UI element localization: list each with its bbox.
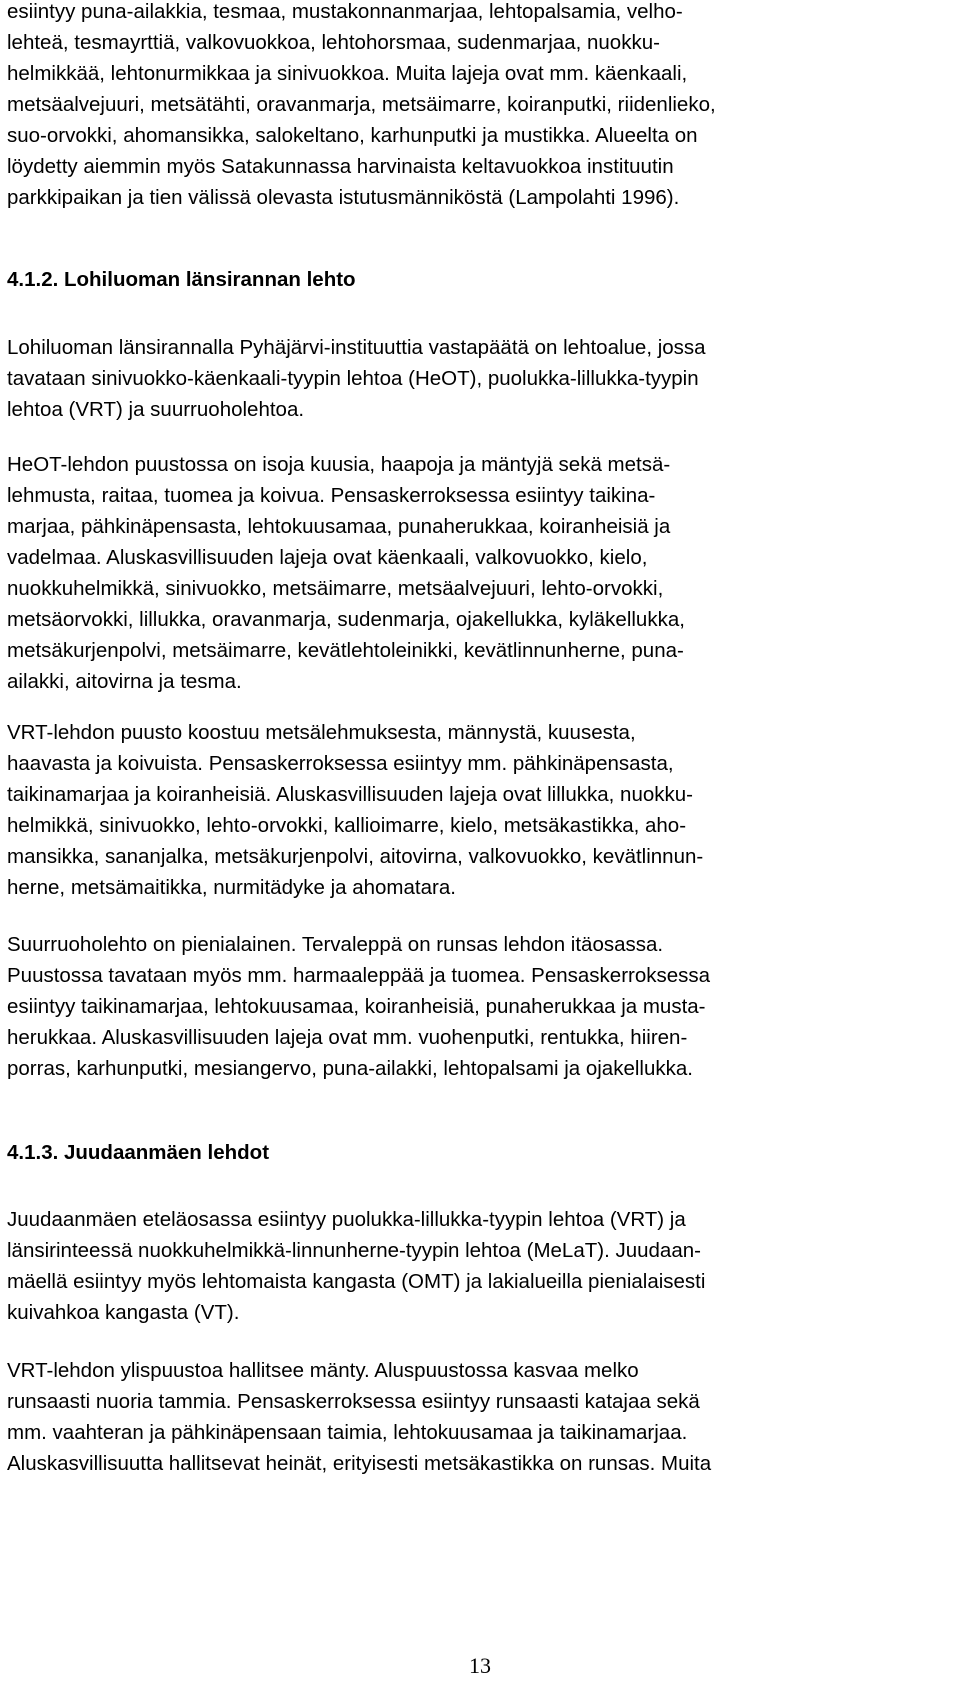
text-line: porras, karhunputki, mesiangervo, puna-ailakki, lehtopalsami ja ojakellukka.: [7, 1057, 693, 1080]
text-line: lehmusta, raitaa, tuomea ja koivua. Pensaskerroksessa esiintyy taikina-: [7, 484, 656, 507]
text-line: lehtoa (VRT) ja suurruoholehtoa.: [7, 398, 305, 421]
text-line: metsäkurjenpolvi, metsäimarre, kevätlehtoleinikki, kevätlinnunherne, puna-: [7, 639, 684, 662]
text-line: herukkaa. Aluskasvillisuuden lajeja ovat mm. vuohenputki, rentukka, hiiren-: [7, 1026, 688, 1049]
text-line: tavataan sinivuokko-käenkaali-tyypin lehtoa (HeOT), puolukka-lillukka-tyypin: [7, 367, 699, 390]
text-line: VRT-lehdon puusto koostuu metsälehmuksesta, männystä, kuusesta,: [7, 721, 636, 744]
section-heading: 4.1.3. Juudaanmäen lehdot: [7, 1141, 270, 1164]
text-line: Puustossa tavataan myös mm. harmaaleppää ja tuomea. Pensaskerroksessa: [7, 964, 711, 987]
text-line: marjaa, pähkinäpensasta, lehtokuusamaa, punaherukkaa, koiranheisiä ja: [7, 515, 671, 538]
page-number: 13: [469, 1653, 491, 1678]
text-line: Suurruoholehto on pienialainen. Tervaleppä on runsas lehdon itäosassa.: [7, 933, 664, 956]
text-line: helmikkää, lehtonurmikkaa ja sinivuokkoa. Muita lajeja ovat mm. käenkaali,: [7, 62, 688, 85]
text-line: kuivahkoa kangasta (VT).: [7, 1301, 240, 1324]
text-line: VRT-lehdon ylispuustoa hallitsee mänty. Aluspuustossa kasvaa melko: [7, 1359, 639, 1382]
text-line: parkkipaikan ja tien välissä olevasta istutusmänniköstä (Lampolahti 1996).: [7, 186, 680, 209]
text-line: helmikkä, sinivuokko, lehto-orvokki, kallioimarre, kielo, metsäkastikka, aho-: [7, 814, 687, 837]
text-line: Juudaanmäen eteläosassa esiintyy puolukka-lillukka-tyypin lehtoa (VRT) ja: [7, 1208, 686, 1231]
text-line: taikinamarjaa ja koiranheisiä. Aluskasvillisuuden lajeja ovat lillukka, nuokku-: [7, 783, 693, 806]
text-line: mansikka, sananjalka, metsäkurjenpolvi, aitovirna, valkovuokko, kevätlinnun-: [7, 845, 704, 868]
text-line: herne, metsämaitikka, nurmitädyke ja ahomatara.: [7, 876, 456, 899]
text-line: mm. vaahteran ja pähkinäpensaan taimia, lehtokuusamaa ja taikinamarjaa.: [7, 1421, 688, 1444]
text-line: Aluskasvillisuutta hallitsevat heinät, erityisesti metsäkastikka on runsas. Muita: [7, 1452, 712, 1475]
section-heading: 4.1.2. Lohiluoman länsirannan lehto: [7, 268, 356, 291]
text-line: suo-orvokki, ahomansikka, salokeltano, karhunputki ja mustikka. Alueelta on: [7, 124, 698, 147]
text-line: metsäorvokki, lillukka, oravanmarja, sudenmarja, ojakellukka, kyläkellukka,: [7, 608, 685, 631]
text-line: vadelmaa. Aluskasvillisuuden lajeja ovat käenkaali, valkovuokko, kielo,: [7, 546, 648, 569]
text-line: löydetty aiemmin myös Satakunnassa harvinaista keltavuokkoa instituutin: [7, 155, 674, 178]
text-line: runsaasti nuoria tammia. Pensaskerroksessa esiintyy runsaasti katajaa sekä: [7, 1390, 700, 1413]
text-line: lehteä, tesmayrttiä, valkovuokkoa, lehtohorsmaa, sudenmarjaa, nuokku-: [7, 31, 660, 54]
text-line: Lohiluoman länsirannalla Pyhäjärvi-instituuttia vastapäätä on lehtoalue, jossa: [7, 336, 706, 359]
text-line: esiintyy puna-ailakkia, tesmaa, mustakonnanmarjaa, lehtopalsamia, velho-: [7, 0, 683, 23]
text-line: länsirinteessä nuokkuhelmikkä-linnunherne-tyypin lehtoa (MeLaT). Juudaan-: [7, 1239, 701, 1262]
text-line: haavasta ja koivuista. Pensaskerroksessa esiintyy mm. pähkinäpensasta,: [7, 752, 674, 775]
text-line: HeOT-lehdon puustossa on isoja kuusia, haapoja ja mäntyjä sekä metsä-: [7, 453, 671, 476]
text-line: metsäalvejuuri, metsätähti, oravanmarja, metsäimarre, koiranputki, riidenlieko,: [7, 93, 716, 116]
text-line: nuokkuhelmikkä, sinivuokko, metsäimarre, metsäalvejuuri, lehto-orvokki,: [7, 577, 664, 600]
text-line: mäellä esiintyy myös lehtomaista kangasta (OMT) ja lakialueilla pienialaisesti: [7, 1270, 706, 1293]
text-line: ailakki, aitovirna ja tesma.: [7, 670, 242, 693]
text-line: esiintyy taikinamarjaa, lehtokuusamaa, koiranheisiä, punaherukkaa ja musta-: [7, 995, 706, 1018]
